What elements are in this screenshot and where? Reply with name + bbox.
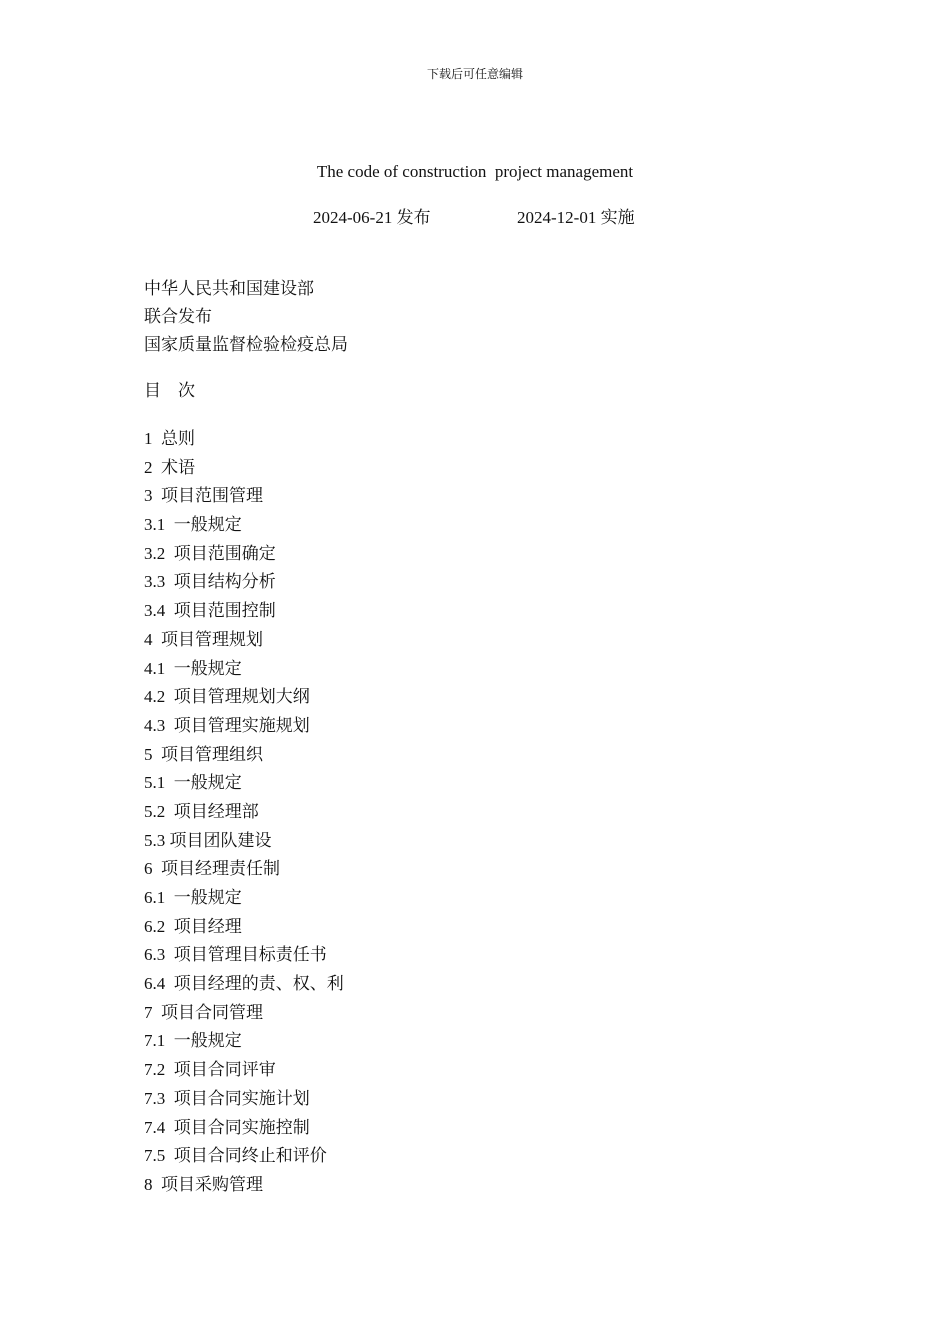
header-note: 下载后可任意编辑 [426, 67, 523, 81]
table-of-contents [144, 427, 344, 1202]
toc-item: 4.3 项目管理实施规划 [144, 715, 310, 735]
toc-item: 6.2 项目经理 [144, 916, 242, 936]
toc-item: 5.3 项目团队建设 [144, 830, 272, 850]
document-title-english: The code of construction project management [316, 162, 634, 181]
toc-item: 6 项目经理责任制 [144, 859, 280, 879]
toc-item: 3.2 项目范围确定 [144, 543, 276, 563]
effective-date: 2024-12-01 实施 [517, 208, 635, 227]
toc-item: 2 术语 [144, 457, 195, 477]
toc-item: 3.4 项目范围控制 [144, 601, 276, 621]
issuer-quality-bureau: 国家质量监督检验检疫总局 [144, 335, 348, 354]
toc-item: 6.1 一般规定 [144, 888, 242, 907]
issuing-authorities [144, 275, 348, 359]
toc-item: 1 总则 [144, 429, 195, 448]
issuer-ministry: 中华人民共和国建设部 [144, 279, 314, 298]
toc-item: 4 项目管理规划 [144, 629, 263, 649]
toc-item: 5 项目管理组织 [144, 744, 263, 764]
toc-item: 6.3 项目管理目标责任书 [144, 945, 327, 965]
toc-heading: 目 次 [144, 381, 195, 400]
toc-item: 7.5 项目合同终止和评价 [144, 1146, 327, 1166]
toc-item: 7 项目合同管理 [144, 1002, 263, 1022]
toc-item: 7.2 项目合同评审 [144, 1060, 276, 1080]
publish-date: 2024-06-21 发布 [313, 208, 431, 227]
toc-item: 4.2 项目管理规划大纲 [144, 687, 310, 707]
toc-item: 6.4 项目经理的责、权、利 [144, 974, 344, 994]
toc-item: 5.2 项目经理部 [144, 801, 259, 821]
toc-item: 3 项目范围管理 [144, 486, 263, 506]
toc-item: 4.1 一般规定 [144, 658, 242, 678]
toc-item: 3.3 项目结构分析 [144, 572, 276, 592]
toc-item: 5.1 一般规定 [144, 773, 242, 793]
toc-item: 7.4 项目合同实施控制 [144, 1117, 310, 1137]
toc-item: 7.3 项目合同实施计划 [144, 1088, 310, 1108]
toc-item: 3.1 一般规定 [144, 515, 242, 535]
toc-item: 7.1 一般规定 [144, 1031, 242, 1051]
issuer-joint-publish: 联合发布 [144, 307, 212, 326]
toc-item: 8 项目采购管理 [144, 1174, 263, 1194]
